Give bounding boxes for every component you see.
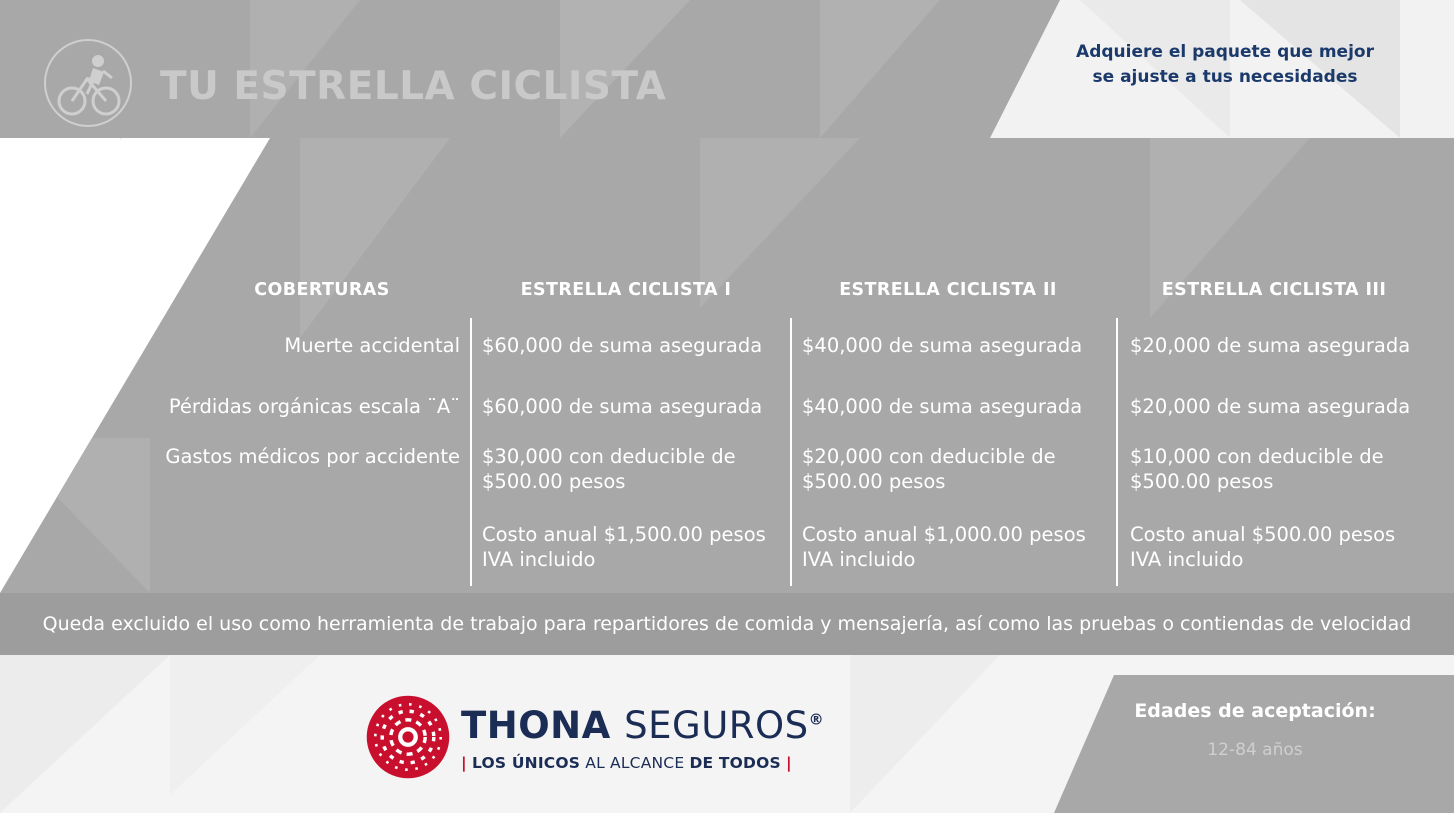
table-cell-4-1: Costo anual $1,500.00 pesos IVA incluido [482,523,766,571]
exclusion-strip [0,593,1454,655]
header-tagline-line1: Adquiere el paquete que mejor [1076,42,1374,62]
coverage-table [0,138,1454,593]
page-title: TU ESTRELLA CICLISTA [160,64,667,109]
logo-tagline-part1: LOS ÚNICOS [472,754,581,772]
logo-wordmark [461,704,824,747]
table-cell-4-3: Costo anual $500.00 pesos IVA incluido [1130,523,1396,571]
logo-tagline-pipe-right: | [786,754,792,772]
logo-tagline-part2: AL ALCANCE [585,754,685,772]
header-tagline-line2: se ajuste a tus necesidades [1092,66,1358,87]
table-cell-3-3: $10,000 con deducible de $500.00 pesos [1130,445,1384,493]
table-header-coberturas: COBERTURAS [254,280,390,300]
table-cell-2-3: $20,000 de suma asegurada [1130,395,1411,418]
table-cell-2-2: $40,000 de suma asegurada [802,395,1083,418]
table-cell-3-2: $20,000 con deducible de $500.00 pesos [802,445,1056,493]
table-divider-3 [1116,318,1118,586]
logo-tagline-part3: DE TODOS [689,754,781,772]
table-cell-1-3: $20,000 de suma asegurada [1130,334,1411,357]
exclusion-text: Queda excluido el uso como herramienta de trabajo para repartidores de comida y mensajería, así como las pruebas o contiendas de velocidad [42,613,1412,635]
header-tagline [1060,40,1390,89]
table-cell-1-2: $40,000 de suma asegurada [802,334,1083,357]
table-divider-1 [470,318,472,586]
table-row-label-1: Muerte accidental [284,334,460,357]
logo-tagline-pipe-left: | [461,754,467,772]
logo-registered-mark: ® [808,710,825,729]
table-header-plan-2: ESTRELLA CICLISTA II [839,280,1057,300]
table-cell-1-1: $60,000 de suma asegurada [482,334,763,357]
table-row-label-2: Pérdidas orgánicas escala ¨A¨ [168,395,460,418]
thona-sun-logo-icon [365,694,451,780]
table-header-plan-3: ESTRELLA CICLISTA III [1161,280,1387,300]
table-cell-3-1: $30,000 con deducible de $500.00 pesos [482,445,736,493]
ages-value: 12-84 años [1207,740,1303,760]
table-cell-4-2: Costo anual $1,000.00 pesos IVA incluido [802,523,1086,571]
logo-word-bold: THONA [461,704,611,747]
table-row-label-3: Gastos médicos por accidente [165,445,460,468]
ages-title: Edades de aceptación: [1134,700,1376,722]
table-header-plan-1: ESTRELLA CICLISTA I [520,280,732,300]
logo-word-light: SEGUROS [624,704,809,747]
cyclist-icon [46,41,130,125]
brand-logo [365,688,825,788]
logo-tagline [461,754,792,772]
header [0,0,1454,138]
table-cell-2-1: $60,000 de suma asegurada [482,395,763,418]
table-divider-2 [790,318,792,586]
cyclist-badge [44,39,132,127]
